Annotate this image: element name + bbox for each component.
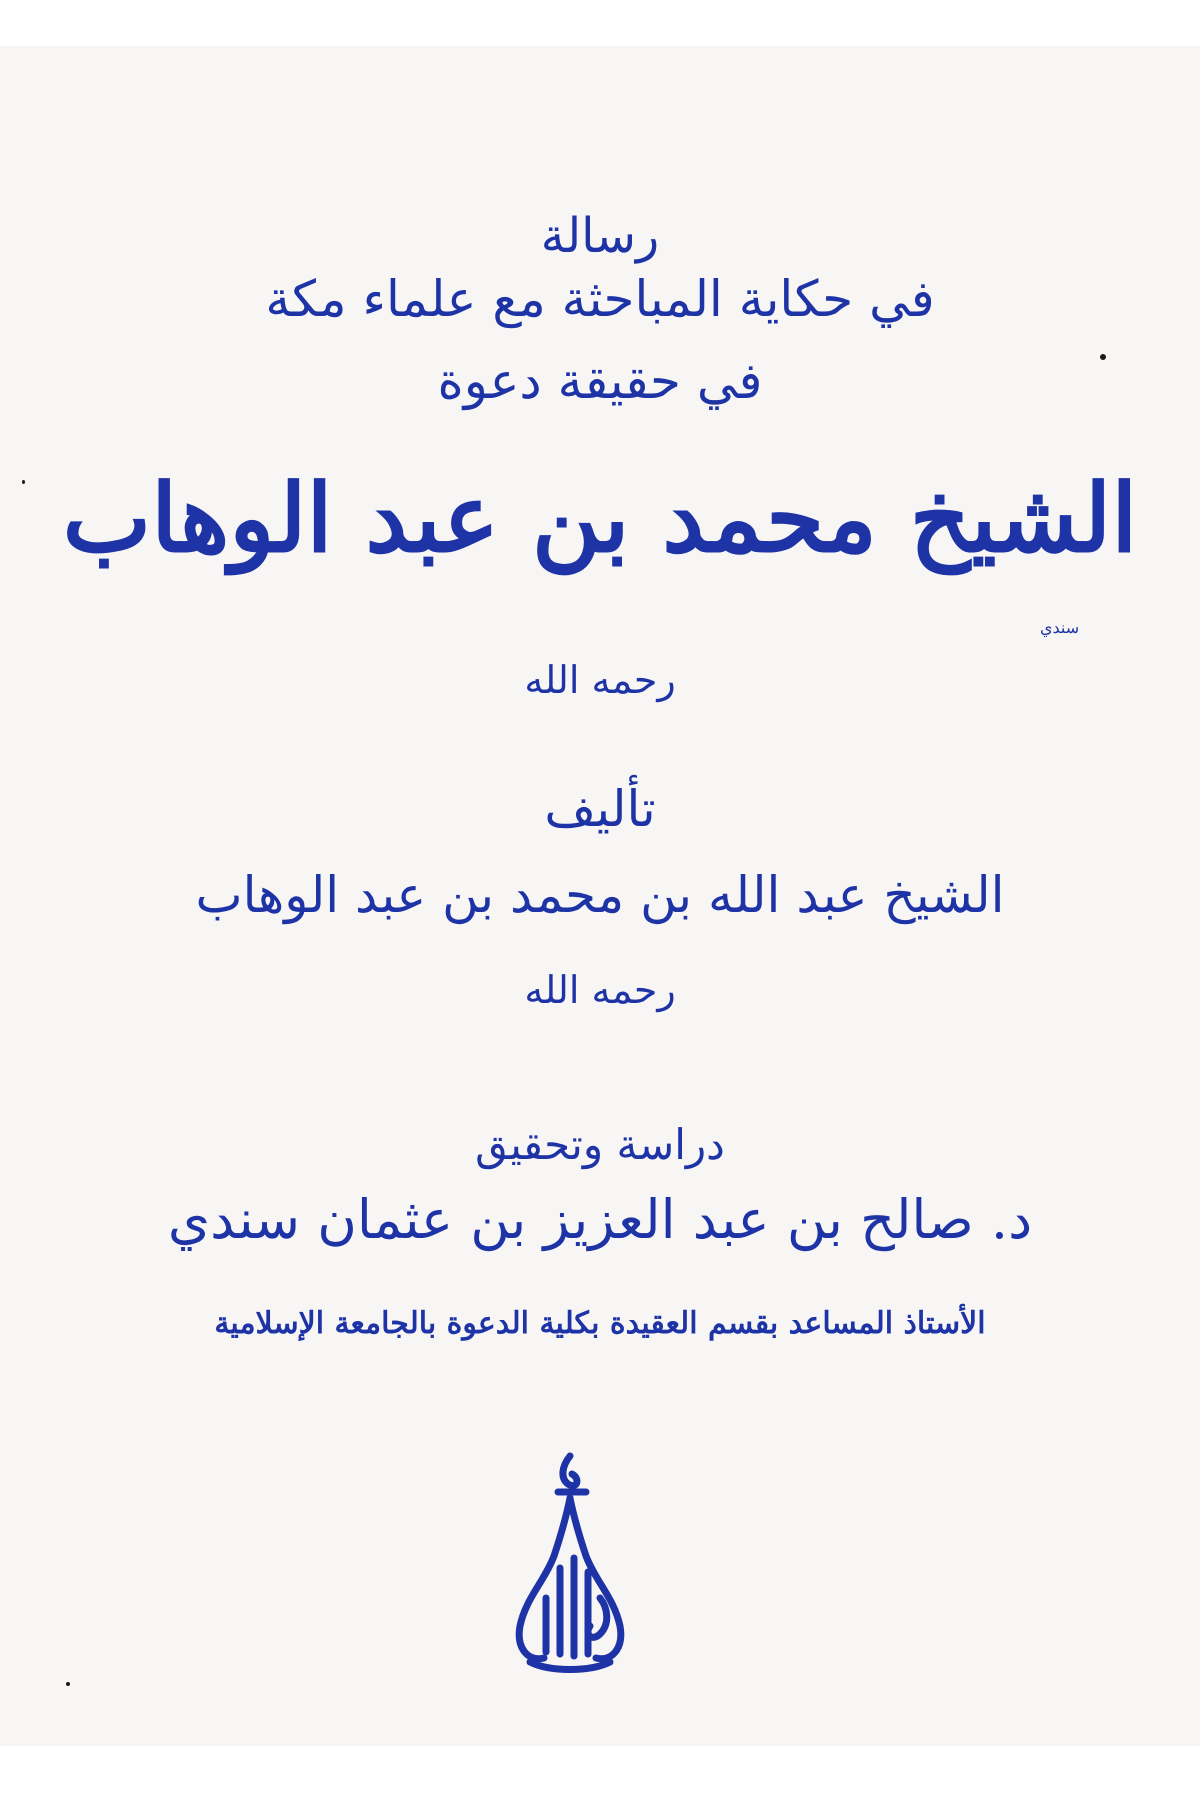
main-title: الشيخ محمد بن عبد الوهاب	[62, 464, 1138, 574]
authorship-label: تأليف	[544, 780, 656, 838]
honorific-rahimah-1: رحمه الله	[524, 658, 676, 702]
paper-speck	[66, 1682, 70, 1686]
title-risala: رسالة	[540, 208, 660, 264]
main-title-small-mark: سندي	[1040, 618, 1080, 637]
book-cover	[0, 46, 1200, 1746]
title-hikaya-line: في حكاية المباحثة مع علماء مكة	[265, 270, 935, 328]
editor-position: الأستاذ المساعد بقسم العقيدة بكلية الدعوة بالجامعة الإسلامية	[214, 1306, 986, 1341]
study-label: دراسة وتحقيق	[475, 1120, 725, 1169]
editor-name: د. صالح بن عبد العزيز بن عثمان سندي	[167, 1188, 1033, 1251]
paper-speck	[22, 480, 25, 484]
title-haqiqa-line: في حقيقة دعوة	[437, 352, 763, 410]
paper-speck	[1100, 354, 1106, 360]
author-name: الشيخ عبد الله بن محمد بن عبد الوهاب	[195, 866, 1005, 924]
honorific-rahimah-2: رحمه الله	[524, 968, 676, 1012]
publisher-logo-icon	[500, 1448, 640, 1684]
